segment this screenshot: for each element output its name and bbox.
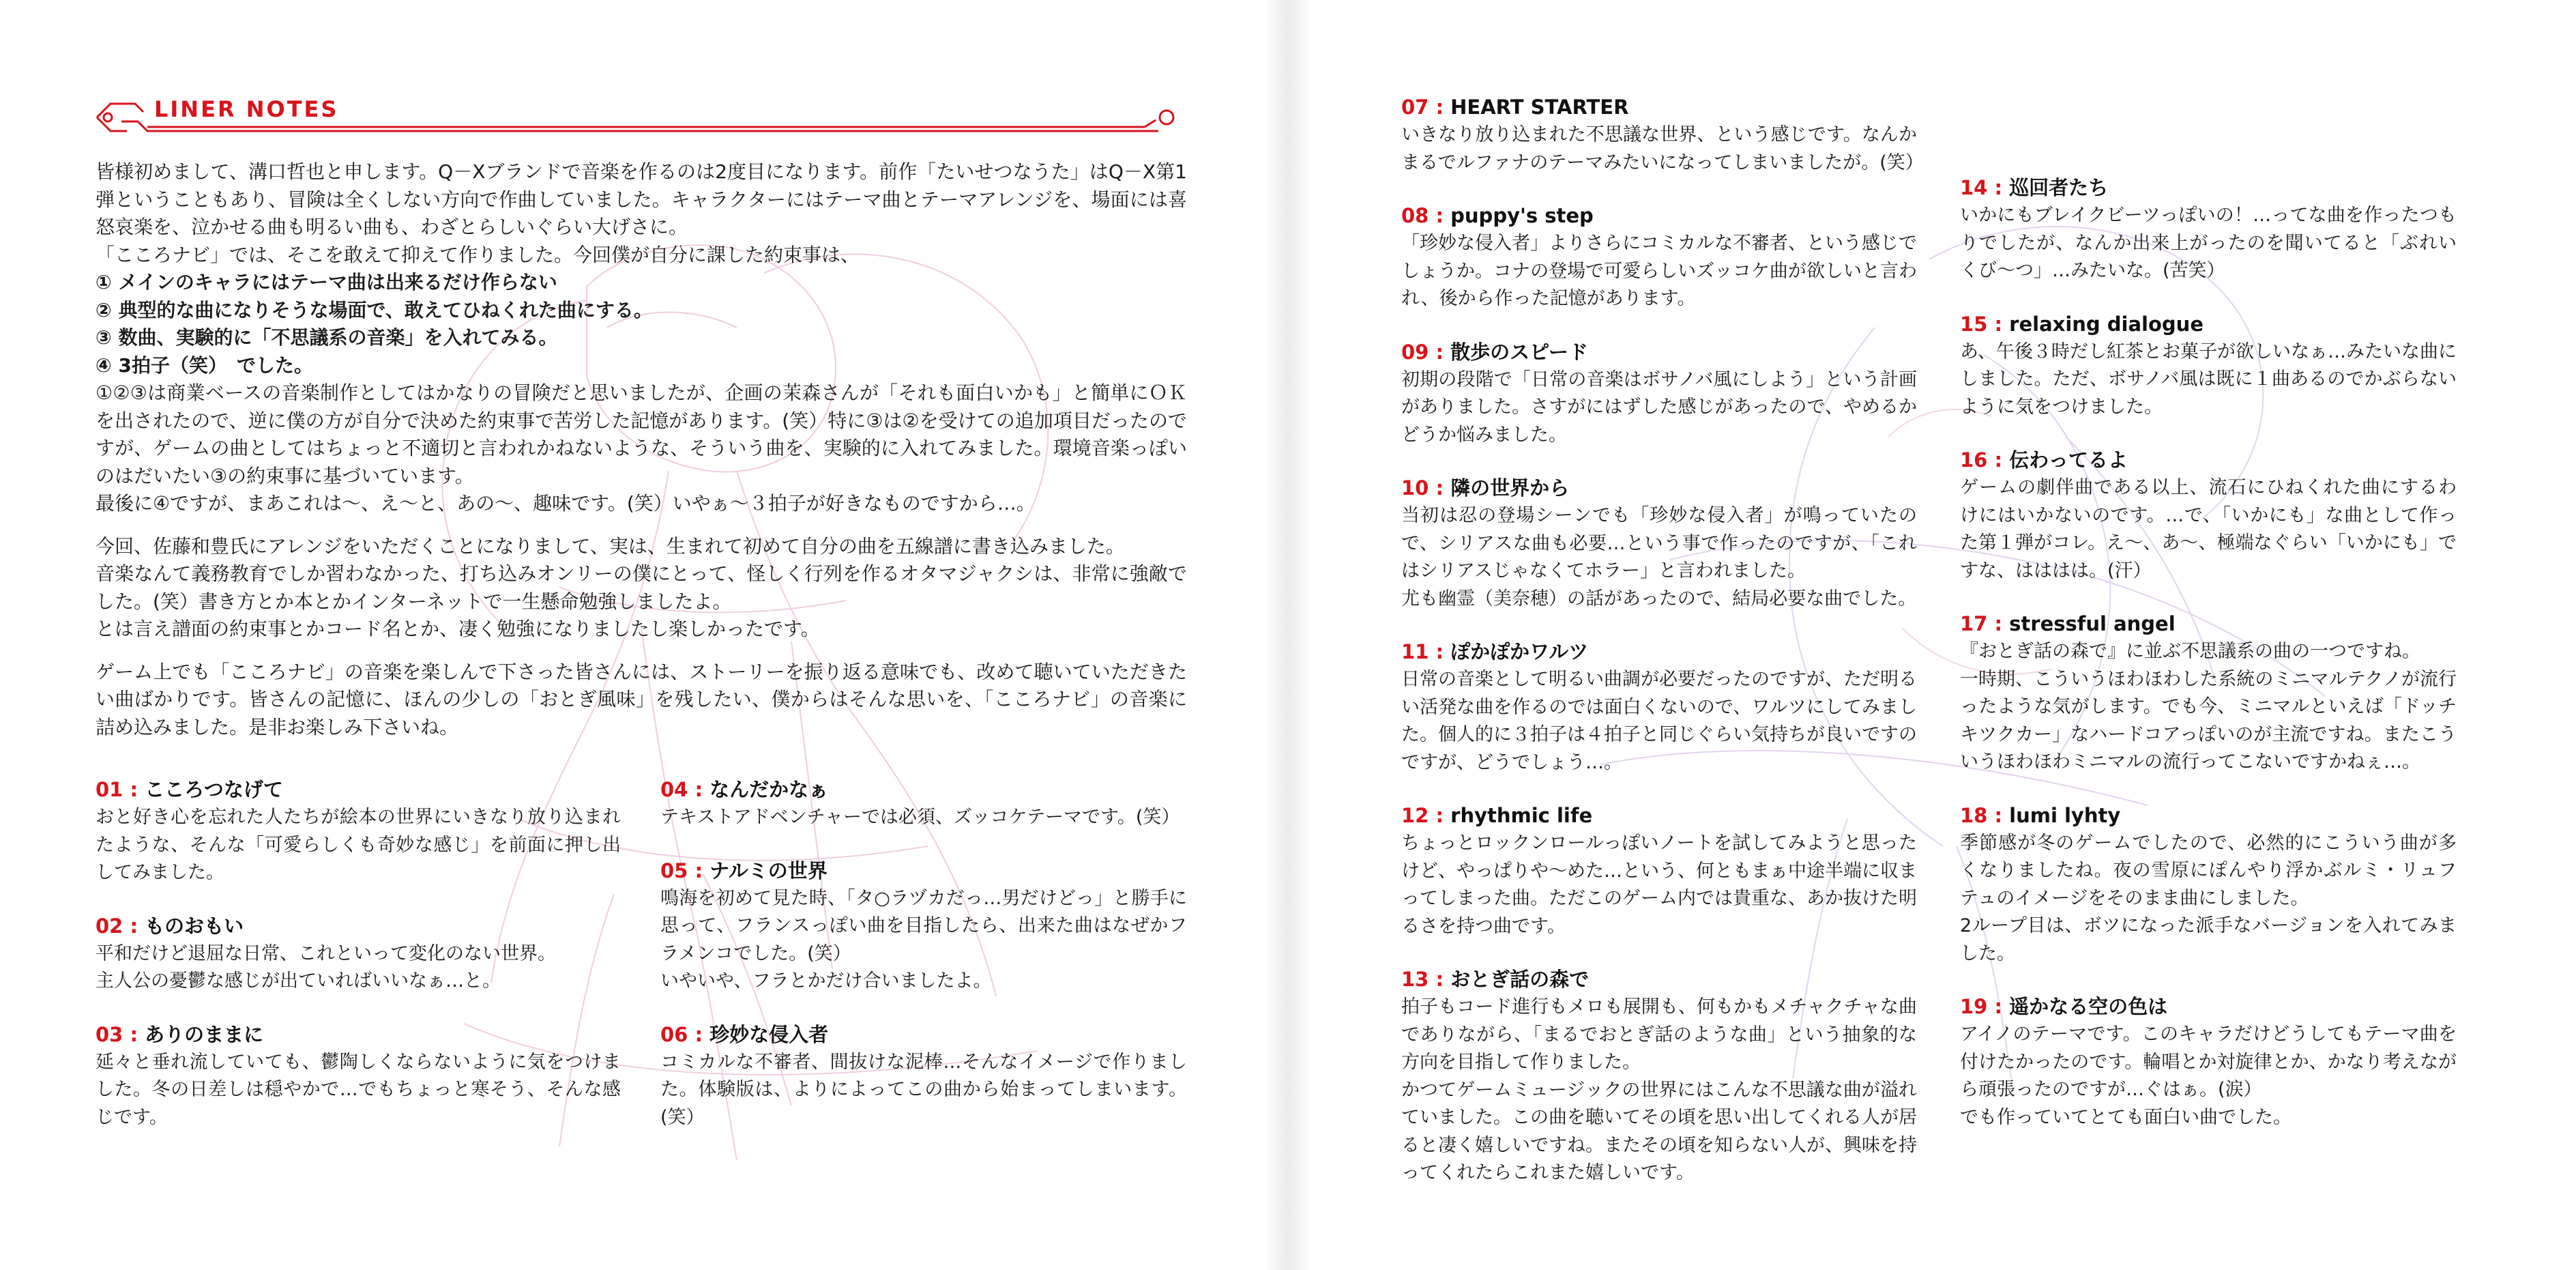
intro-paragraph: ゲーム上でも「こころナビ」の音楽を楽しんで下さった皆さんには、ストーリーを振り返る意味でも、改めて聴いていただきたい曲ばかりです。皆さんの記憶に、ほんの少しの「おとぎ風味」を残したい、僕からはそんな思いを、「こころナビ」の音楽に詰め込みました。是非お楽しみ下さいね。	[96, 660, 1187, 738]
track-number: 03	[96, 1022, 123, 1046]
track-number: 11	[1401, 640, 1429, 663]
track-note: 日常の音楽として明るい曲調が必要だったのですが、ただ明るい活発な曲を作るのでは面白くないので、ワルツにしてみました。個人的に３拍子は４拍子と同じぐらい気持ちが良いですのですが、どうでしょう…。	[1401, 669, 1917, 773]
track-title: ナルミの世界	[709, 858, 828, 882]
track-note: いきなり放り込まれた不思議な世界、という感じです。なんかまるでルファナのテーマみたいになってしまいましたが。(笑）	[1401, 124, 1924, 173]
track-note: 季節感が冬のゲームでしたので、必然的にこういう曲が多くなりましたね。夜の雪原にぽんやり浮かぶルミ・リュフテュのイメージをそのまま曲にしました。 2ループ目は、ボツになった派手なバージョンを入れてみました。	[1960, 832, 2457, 964]
liner-notes-header	[94, 94, 1186, 141]
track-entry: 11 : ぽかぽかワルツ 日常の音楽として明るい曲調が必要だったのですが、ただ明るい活発な曲を作るのでは面白くないので、ワルツにしてみました。個人的に３拍子は４拍子と同じぐらい気持ちが良いですのですが、どうでしょう…。	[1401, 637, 1917, 777]
track-note: アイノのテーマです。このキャラだけどうしてもテーマ曲を付けたかったのです。輪唱とか対旋律とか、かなり考えながら頑張ったのですが…ぐはぁ。(涙） でも作っていてとても面白い曲でした。	[1960, 1024, 2457, 1128]
track-number: 09	[1401, 340, 1429, 364]
track-title: relaxing dialogue	[2009, 312, 2204, 336]
page-title: LINER NOTES	[154, 96, 339, 122]
track-number: 13	[1401, 968, 1429, 991]
track-number: 14	[1960, 176, 1988, 199]
track-column-4	[1960, 173, 2457, 1156]
track-note: 「珍妙な侵入者」よりさらにコミカルな不審者、という感じでしょうか。コナの登場で可愛らしいズッコケ曲が欲しいと言われ、後から作った記憶があります。	[1401, 233, 1917, 309]
intro-paragraph: 今回、佐藤和豊氏にアレンジをいただくことになりまして、実は、生まれて初めて自分の曲を五線譜に書き込みました。 音楽なんて義務教育でしか習わなかった、打ち込みオンリーの僕にとって、怪しく行列を作るオタマジャクシは、非常に強敵でした。(笑）書き方とか本とかインターネットで一生懸命勉強しましたよ。 とは言え譜面の約束事とかコード名とか、凄く勉強になりましたし楽しかったです。	[96, 534, 1187, 640]
rule-item: ② 典型的な曲になりそうな場面で、敢えてひねくれた曲にする。	[96, 298, 653, 321]
track-number: 19	[1960, 995, 1988, 1018]
track-title: 巡回者たち	[2009, 176, 2109, 199]
track-entry: 17 : stressful angel 『おとぎ話の森で』に並ぶ不思議系の曲の一つですね。 一時期、こういうほわほわした系統のミニマルテクノが流行ったような気がします。でも今、ミニマルといえば「ドッチキツクカー」なハードコアっぽいのが主流ですね。またこういうほわほわミニマルの流行ってこないですかねぇ…。	[1960, 609, 2457, 777]
track-title: こころつなげて	[145, 778, 283, 801]
intro-paragraph: 皆様初めまして、溝口哲也と申します。Q－Xブランドで音楽を作るのは2度目になります。前作「たいせつなうた」はQ－X第1弾ということもあり、冒険は全くしない方向で作曲していました。キャラクターにはテーマ曲とテーマアレンジを、場面には喜怒哀楽を、泣かせる曲も明るい曲も、わざとらしいぐらい大げさに。 「こころナビ」では、そこを敢えて抑えて作りました。今回僕が自分に課した約束事は、	[96, 160, 1187, 266]
track-title: ぽかぽかワルツ	[1450, 640, 1589, 663]
track-note: ちょっとロックンロールっぽいノートを試してみようと思ったけど、やっぱりや～めた…という、何ともまぁ中途半端に収まってしまった曲。ただこのゲーム内では貴重な、あか抜けた明るさを持つ曲です。	[1401, 833, 1917, 937]
track-note: 鳴海を初めて見た時、「タ○ラヅカだっ…男だけどっ」と勝手に思って、フランスっぽい曲を目指したら、出来た曲はなぜかフラメンコでした。(笑） いやいや、フラとかだけ合いましたよ。	[660, 887, 1187, 992]
track-number: 06	[660, 1022, 688, 1046]
track-title: puppy's step	[1450, 204, 1594, 227]
track-number: 17	[1960, 612, 1988, 635]
track-note: 初期の段階で「日常の音楽はボサノバ風にしよう」という計画がありました。さすがにはずした感じがあったので、やめるかどうか悩みました。	[1401, 369, 1917, 446]
intro-section	[96, 158, 1187, 756]
track-entry: 16 : 伝わってるよ ゲームの劇伴曲である以上、流石にひねくれた曲にするわけにはいかないのです。…で、「いかにも」な曲として作った第１弾がコレ。え～、あ～、極端なぐらい「いかにも」ですな、はははは。(汗）	[1960, 446, 2457, 585]
track-number: 05	[660, 858, 688, 882]
track-title: 隣の世界から	[1450, 476, 1570, 500]
track-entry: 09 : 散歩のスピード 初期の段階で「日常の音楽はボサノバ風にしよう」という計画がありました。さすがにはずした感じがあったので、やめるかどうか悩みました。	[1401, 338, 1917, 450]
track-title: lumi lyhty	[2009, 803, 2121, 827]
track-entry: 14 : 巡回者たち いかにもブレイクビーツっぽいの！…ってな曲を作ったつもりでしたが、なんか出来上がったのを聞いてると「ぶれいくび～つ」…みたいな。(苦笑）	[1960, 173, 2457, 285]
track-note: いかにもブレイクビーツっぽいの！…ってな曲を作ったつもりでしたが、なんか出来上がったのを聞いてると「ぶれいくび～つ」…みたいな。(苦笑）	[1960, 205, 2457, 281]
track-entry: 13 : おとぎ話の森で 拍子もコード進行もメロも展開も、何もかもメチャクチャな曲でありながら、「まるでおとぎ話のような曲」という抽象的な方向を目指して作りました。 かつてゲームミュージックの世界にはこんな不思議な曲が溢れていました。この曲を聴いてその頃を思い出してくれる人が居ると凄く嬉しいですね。またその頃を知らない人が、興味を持ってくれたらこれまた嬉しいです。	[1401, 965, 1917, 1187]
track-number: 01	[96, 778, 123, 801]
track-entry: 12 : rhythmic life ちょっとロックンロールっぽいノートを試してみようと思ったけど、やっぱりや～めた…という、何ともまぁ中途半端に収まってしまった曲。ただこのゲーム内では貴重な、あか抜けた明るさを持つ曲です。	[1401, 801, 1917, 940]
track-entry: 08 : puppy's step 「珍妙な侵入者」よりさらにコミカルな不審者、という感じでしょうか。コナの登場で可愛らしいズッコケ曲が欲しいと言われ、後から作った記憶があります。	[1401, 201, 1917, 313]
track-note: 当初は忍の登場シーンでも「珍妙な侵入者」が鳴っていたので、シリアスな曲も必要…という事で作ったのですが、「これはシリアスじゃなくてホラー」と言われました。 尤も幽霊（美奈穂）の話があったので、結局必要な曲でした。	[1401, 505, 1917, 609]
track-note: 平和だけど退屈な日常、これといって変化のない世界。 主人公の憂鬱な感じが出ていればいいなぁ…と。	[96, 942, 556, 992]
track-note: テキストアドベンチャーでは必須、ズッコケテーマです。(笑）	[660, 807, 1180, 828]
rule-item: ① メインのキャラにはテーマ曲は出来るだけ作らない	[96, 271, 557, 293]
track-entry: 07 : HEART STARTER いきなり放り込まれた不思議な世界、という感じです。なんかまるでルファナのテーマみたいになってしまいましたが。(笑）	[1401, 93, 1917, 177]
track-column-3	[1401, 93, 1924, 1212]
track-title: 遥かなる空の色は	[2009, 995, 2168, 1018]
track-number: 18	[1960, 803, 1988, 827]
track-entry: 05 : ナルミの世界 鳴海を初めて見た時、「タ○ラヅカだっ…男だけどっ」と勝手に思って、フランスっぽい曲を目指したら、出来た曲はなぜかフラメンコでした。(笑） いやいや、フラとかだけ合いましたよ。	[660, 856, 1187, 996]
track-entry: 10 : 隣の世界から 当初は忍の登場シーンでも「珍妙な侵入者」が鳴っていたので、シリアスな曲も必要…という事で作ったのですが、「これはシリアスじゃなくてホラー」と言われました。 尤も幽霊（美奈穂）の話があったので、結局必要な曲でした。	[1401, 474, 1917, 613]
track-title: ものおもい	[145, 914, 244, 938]
track-title: 珍妙な侵入者	[709, 1022, 829, 1046]
track-entry: 01 : こころつなげて おと好き心を忘れた人たちが絵本の世界にいきなり放り込まれたような、そんな「可愛らしくも奇妙な感じ」を前面に押し出してみました。	[96, 775, 621, 887]
track-title: HEART STARTER	[1450, 96, 1629, 119]
track-title: ありのままに	[145, 1022, 264, 1046]
track-entry: 19 : 遥かなる空の色は アイノのテーマです。このキャラだけどうしてもテーマ曲を付けたかったのです。輪唱とか対旋律とか、かなり考えながら頑張ったのですが…ぐはぁ。(涙） でも作っていてとても面白い曲でした。	[1960, 992, 2457, 1131]
track-number: 07	[1401, 96, 1429, 119]
track-note: 延々と垂れ流していても、鬱陶しくならないように気をつけました。冬の日差しは穏やかで…でもちょっと寒そう、そんな感じです。	[96, 1051, 621, 1128]
track-title: rhythmic life	[1450, 804, 1593, 827]
track-number: 16	[1960, 448, 1988, 472]
rule-item: ③ 数曲、実験的に「不思議系の音楽」を入れてみる。	[96, 326, 558, 349]
right-page	[1288, 0, 2576, 1270]
track-number: 08	[1401, 204, 1429, 227]
track-entry: 06 : 珍妙な侵入者 コミカルな不審者、間抜けな泥棒…そんなイメージで作りました。体験版は、よりによってこの曲から始まってしまいます。(笑）	[660, 1020, 1187, 1132]
track-number: 15	[1960, 312, 1988, 336]
track-column-1	[96, 775, 621, 1156]
track-entry: 04 : なんだかなぁ テキストアドベンチャーでは必須、ズッコケテーマです。(笑）	[660, 775, 1187, 832]
track-note: おと好き心を忘れた人たちが絵本の世界にいきなり放り込まれたような、そんな「可愛らしくも奇妙な感じ」を前面に押し出してみました。	[96, 807, 621, 883]
track-column-2	[660, 775, 1187, 1156]
track-title: stressful angel	[2009, 612, 2176, 635]
rule-item: ④ 3拍子（笑） でした。	[96, 353, 313, 377]
track-entry: 18 : lumi lyhty 季節感が冬のゲームでしたので、必然的にこういう曲が多くなりましたね。夜の雪原にぽんやり浮かぶルミ・リュフテュのイメージをそのまま曲にしました。 2ループ目は、ボツになった派手なバージョンを入れてみました。	[1960, 801, 2457, 968]
track-entry: 15 : relaxing dialogue あ、午後３時だし紅茶とお菓子が欲しいなぁ…みたいな曲にしました。ただ、ボサノバ風は既に１曲あるのでかぶらないように気をつけました。	[1960, 310, 2457, 422]
track-entry: 03 : ありのままに 延々と垂れ流していても、鬱陶しくならないように気をつけました。冬の日差しは穏やかで…でもちょっと寒そう、そんな感じです。	[96, 1020, 621, 1132]
track-note: あ、午後３時だし紅茶とお菓子が欲しいなぁ…みたいな曲にしました。ただ、ボサノバ風は既に１曲あるのでかぶらないように気をつけました。	[1960, 341, 2457, 418]
track-number: 10	[1401, 476, 1429, 500]
intro-paragraph: ①②③は商業ベースの音楽制作としてはかなりの冒険だと思いましたが、企画の茉森さんが「それも面白いかも」と簡単にＯＫを出されたので、逆に僕の方が自分で決めた約束事で苦労した記憶があります。(笑）特に③は②を受けての追加項目だったのですが、ゲームの曲としてはちょっと不適切と言われかねないような、そういう曲を、実験的に入れてみました。環境音楽っぽいのはだいたい③の約束事に基づいています。 最後に④ですが、まあこれは～、え～と、あの～、趣味です。(笑）いやぁ～３拍子が好きなものですから…。	[96, 381, 1187, 515]
track-title: なんだかなぁ	[709, 778, 829, 801]
track-note: コミカルな不審者、間抜けな泥棒…そんなイメージで作りました。体験版は、よりによってこの曲から始まってしまいます。(笑）	[660, 1051, 1187, 1128]
track-number: 12	[1401, 804, 1429, 827]
track-number: 02	[96, 914, 123, 938]
track-number: 04	[660, 778, 688, 801]
track-note: ゲームの劇伴曲である以上、流石にひねくれた曲にするわけにはいかないのです。…で、「いかにも」な曲として作った第１弾がコレ。え～、あ～、極端なぐらい「いかにも」ですな、はははは。(汗）	[1960, 477, 2457, 581]
track-title: 伝わってるよ	[2009, 448, 2128, 472]
track-note: 『おとぎ話の森で』に並ぶ不思議系の曲の一つですね。 一時期、こういうほわほわした系統のミニマルテクノが流行ったような気がします。でも今、ミニマルといえば「ドッチキツクカー」なハードコアっぽいのが主流ですね。またこういうほわほわミニマルの流行ってこないですかねぇ…。	[1960, 641, 2457, 773]
track-title: 散歩のスピード	[1450, 340, 1588, 364]
track-entry: 02 : ものおもい 平和だけど退屈な日常、これといって変化のない世界。 主人公の憂鬱な感じが出ていればいいなぁ…と。	[96, 912, 621, 996]
track-note: 拍子もコード進行もメロも展開も、何もかもメチャクチャな曲でありながら、「まるでおとぎ話のような曲」という抽象的な方向を目指して作りました。 かつてゲームミュージックの世界にはこんな不思議な曲が溢れていました。この曲を聴いてその頃を思い出してくれる人が居ると凄く嬉しいですね。またその頃を知らない人が、興味を持ってくれたらこれまた嬉しいです。	[1401, 996, 1917, 1183]
track-title: おとぎ話の森で	[1450, 968, 1590, 991]
